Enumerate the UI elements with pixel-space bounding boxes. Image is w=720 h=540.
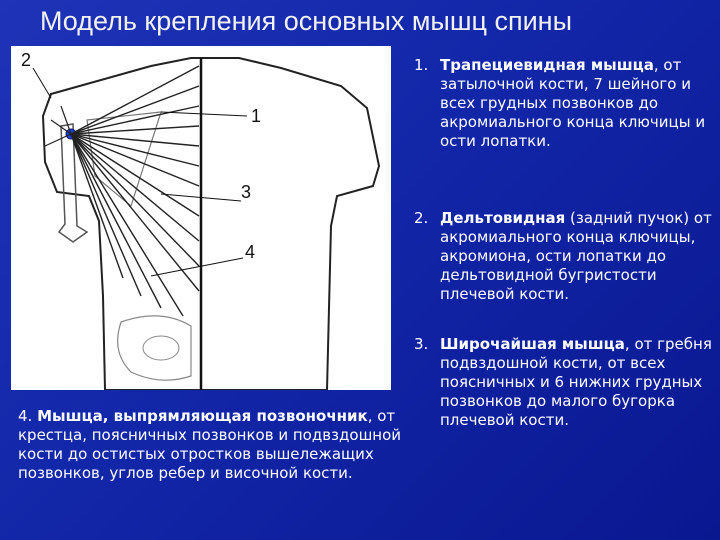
torso-outline: [43, 58, 379, 390]
muscle-item-deltoid: [414, 209, 714, 304]
muscle-name: Мышца, выпрямляющая позвоночник: [37, 407, 368, 425]
muscle-name: Дельтовидная: [440, 209, 566, 227]
label-4: 4: [245, 242, 256, 262]
item-number: 3.: [414, 335, 429, 353]
pelvis: [118, 316, 191, 380]
scapula: [87, 112, 161, 206]
item-number: 2.: [414, 209, 429, 227]
item-number: 4.: [18, 407, 33, 425]
slide-title: Модель крепления основных мышц спины: [40, 6, 572, 36]
label-3: 3: [241, 182, 252, 202]
muscle-name: Трапециевидная мышца: [440, 56, 654, 74]
muscle-name: Широчайшая мышца: [440, 335, 625, 353]
item-number: 1.: [414, 56, 429, 74]
muscle-item-trapezius: [414, 56, 714, 151]
muscle-description: , от затылочной кости, 7 шейного и всех грудных позвонков до акромиального конца ключицы и ости лопатки.: [440, 56, 706, 150]
muscle-description: , от гребня подвздошной кости, от всех поясничных и 6 нижних грудных позвонков до малого бугорка плечевой кости.: [440, 335, 712, 429]
muscle-item-erector-spinae: [18, 407, 418, 483]
label-2: 2: [21, 50, 32, 70]
muscle-description: (задний пучок) от акромиального конца ключицы, акромиона, ости лопатки до дельтовидной бугристости плечевой кости.: [440, 209, 712, 303]
torso-drawing: [11, 46, 391, 390]
muscle-item-latissimus: [414, 335, 714, 430]
back-muscles-diagram: [11, 46, 391, 390]
label-1: 1: [251, 106, 262, 126]
muscle-description: , от крестца, поясничных позвонков и подвздошной кости до остистых отростков вышележащих позвонков, углов ребер и височной кости.: [18, 407, 402, 482]
deltoid-fibers: [45, 106, 71, 146]
